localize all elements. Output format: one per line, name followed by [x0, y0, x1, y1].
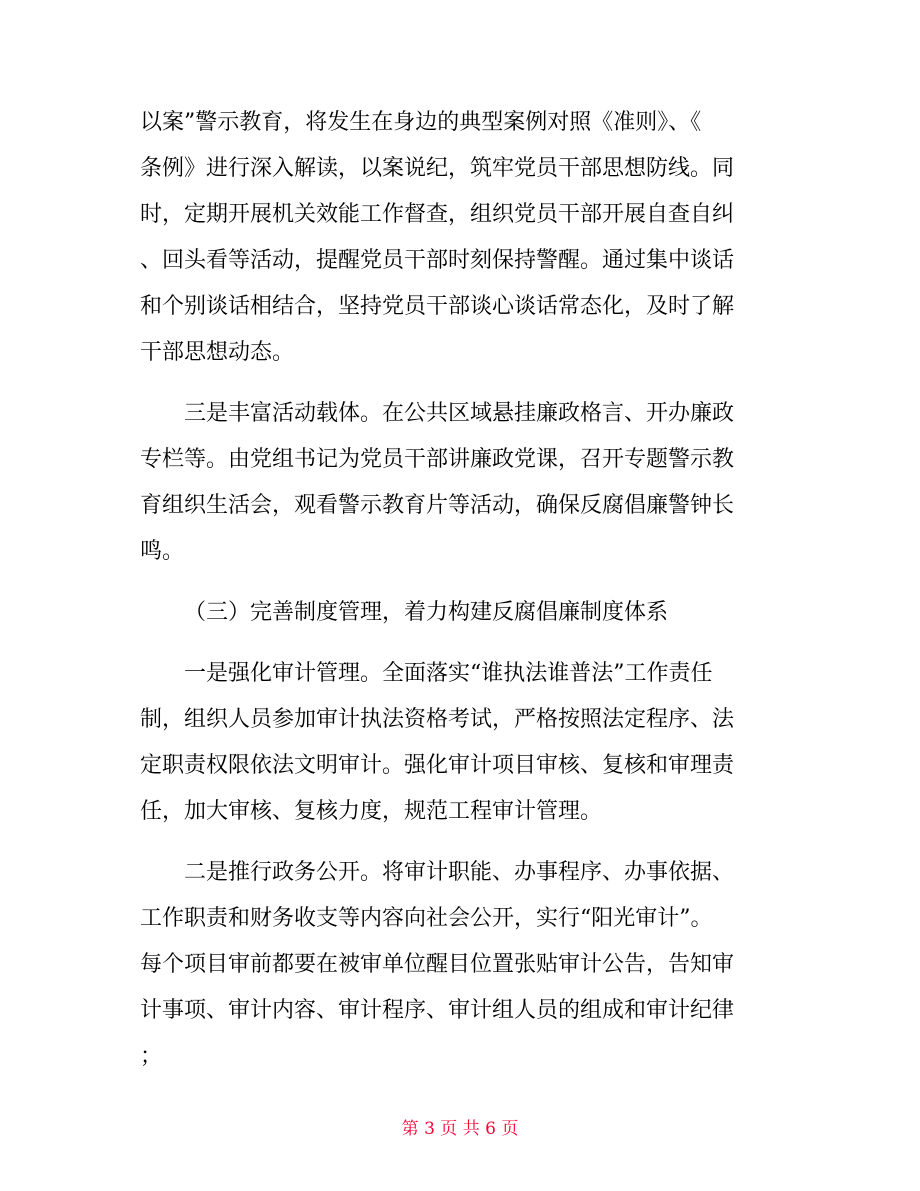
- heading-line: （三）完善制度管理，着力构建反腐倡廉制度体系: [184, 600, 669, 625]
- text-line: 条例》进行深入解读，以案说纪，筑牢党员干部思想防线。同: [140, 156, 735, 181]
- text-line: 育组织生活会，观看警示教育片等活动，确保反腐倡廉警钟长: [140, 493, 735, 518]
- page-number-footer: 第 3 页 共 6 页: [401, 1119, 519, 1139]
- document-body: [140, 100, 800, 1080]
- paragraph-audit-management: [140, 651, 800, 835]
- text-line: ；: [140, 1044, 163, 1069]
- text-line: 干部思想动态。: [140, 340, 295, 365]
- paragraph-activity-carriers: [140, 391, 800, 575]
- text-line: 专栏等。由党组书记为党员干部讲廉政党课，召开专题警示教: [140, 447, 735, 472]
- section-heading: [140, 590, 800, 636]
- paragraph-warning-education: [140, 100, 800, 376]
- text-line: 和个别谈话相结合，坚持党员干部谈心谈话常态化，及时了解: [140, 294, 735, 319]
- text-line: 时，定期开展机关效能工作督查，组织党员干部开展自查自纠: [140, 202, 735, 227]
- text-line: 以案”警示教育，将发生在身边的典型案例对照《准则》、《: [140, 110, 702, 135]
- text-line: 制，组织人员参加审计执法资格考试，严格按照法定程序、法: [140, 707, 735, 732]
- text-line: 每个项目审前都要在被审单位醒目位置张贴审计公告，告知审: [140, 952, 735, 977]
- text-line: 一是强化审计管理。全面落实“谁执法谁普法”工作责任: [184, 661, 713, 686]
- text-line: 工作职责和财务收支等内容向社会公开，实行“阳光审计”。: [140, 906, 713, 931]
- text-line: 二是推行政务公开。将审计职能、办事程序、办事依据、: [184, 860, 735, 885]
- text-line: 计事项、审计内容、审计程序、审计组人员的组成和审计纪律: [140, 998, 735, 1023]
- text-line: 三是丰富活动载体。在公共区域悬挂廉政格言、开办廉政: [184, 401, 735, 426]
- text-line: 鸣。: [140, 539, 185, 564]
- text-line: 任，加大审核、复核力度，规范工程审计管理。: [140, 799, 603, 824]
- paragraph-open-government: [140, 850, 800, 1080]
- text-line: 定职责权限依法文明审计。强化审计项目审核、复核和审理责: [140, 753, 735, 778]
- text-line: 、回头看等活动，提醒党员干部时刻保持警醒。通过集中谈话: [140, 248, 735, 273]
